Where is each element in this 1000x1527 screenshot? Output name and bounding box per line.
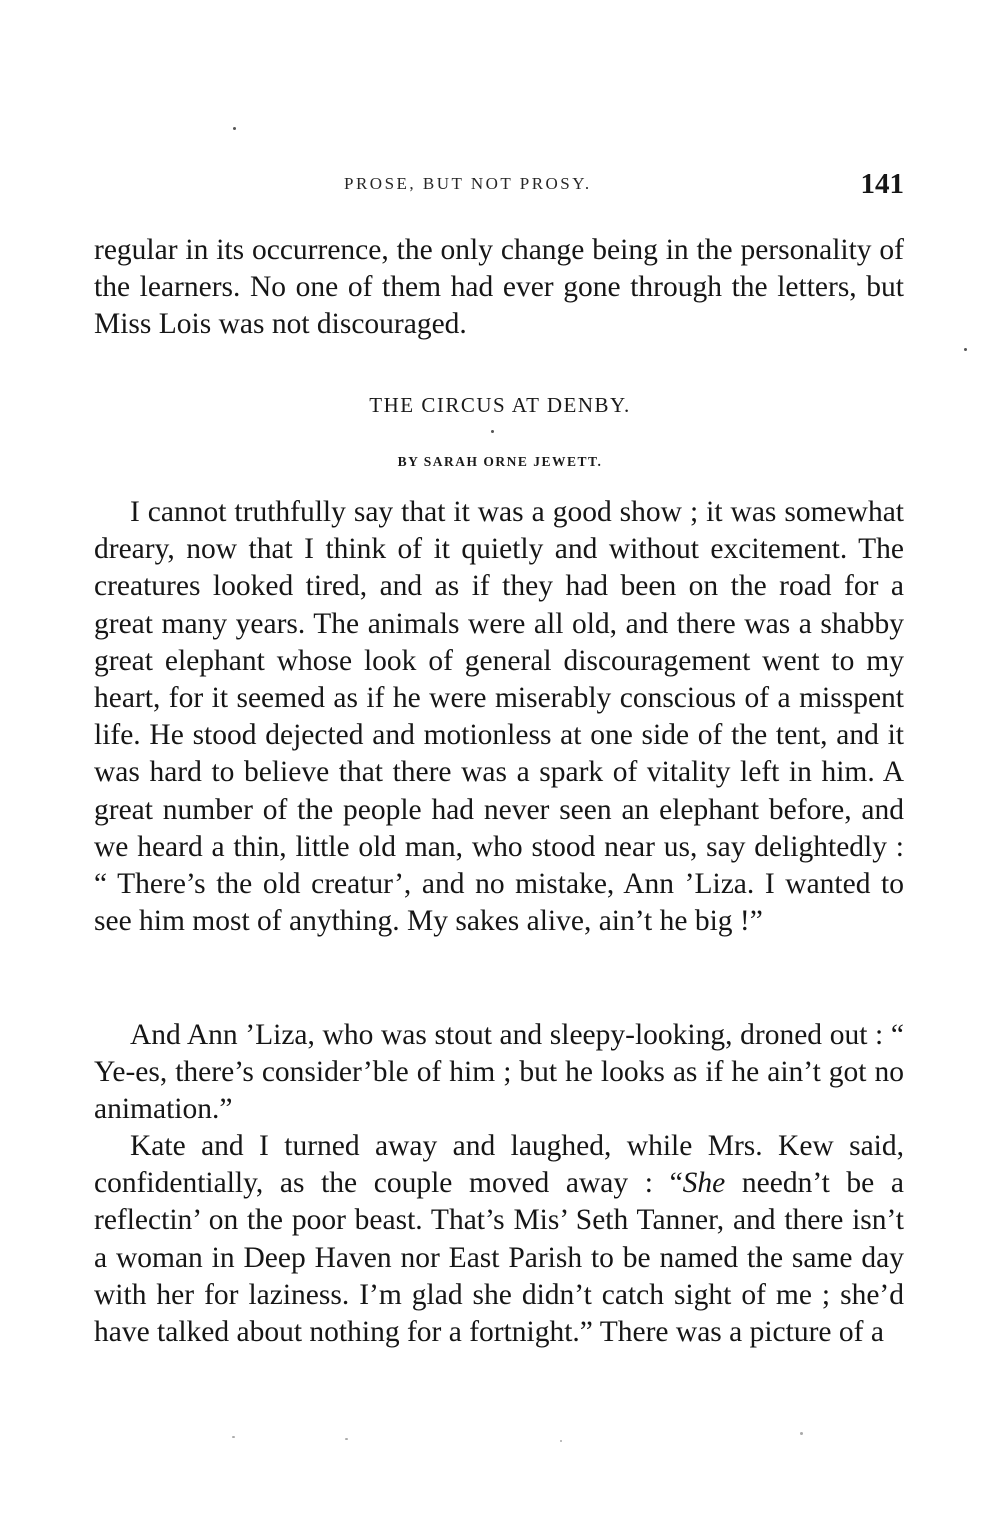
paragraph-mrs-kew-emphasis: She — [682, 1167, 726, 1200]
running-head — [92, 168, 904, 202]
scan-speck — [560, 1440, 562, 1442]
scan-speck — [345, 1438, 348, 1440]
paragraph-mrs-kew — [94, 1128, 904, 1351]
paragraph-circus-show: I cannot truthfully say that it was a good show ; it was somewhat dreary, now that I think of it quietly and without excitement. The creatures looked tired, and as if they had been on the road for a great many years. The animals were all old, and there was a shabby great elephant whose look of general discouragement went to my heart, for it seemed as if he were miserably conscious of a misspent life. He stood dejected and motionless at one side of the tent, and it was hard to believe that there was a spark of vitality left in him. A great number of the people had never seen an elephant before, and we heard a thin, little old man, who stood near us, say delightedly : “ There’s the old creatur’, and no mistake, Ann ’Liza. I wanted to see him most of anything. My sakes alive, ain’t he big !” — [94, 496, 904, 938]
paragraph-mrs-kew-start: Kate and I turned away and laughed, while Mrs. Kew said, confidentially, as the couple moved away : “ — [94, 1130, 904, 1200]
scan-speck — [233, 127, 236, 130]
section-title: THE CIRCUS AT DENBY. — [369, 393, 631, 417]
scan-speck — [800, 1432, 803, 1435]
page-number: 141 — [860, 168, 904, 200]
scan-speck — [232, 1436, 235, 1438]
scan-speck — [964, 348, 967, 351]
paragraph-mrs-kew-end: needn’t be a reflectin’ on the poor beast. That’s Mis’ Seth Tanner, and there isn’t a woman in Deep Haven nor East Parish to be named the same day with her for laziness. I’m glad she didn’t catch sight of me ; she’d have talked about nothing for a fortnight.” There was a picture of a — [94, 1167, 904, 1349]
paragraph-continued: regular in its occurrence, the only change being in the personality of the learners. No one of them had ever gone through the letters, but Miss Lois was not discouraged. — [94, 234, 904, 341]
running-title: PROSE, BUT NOT PROSY. — [344, 174, 592, 193]
paragraph-ann-liza: And Ann ’Liza, who was stout and sleepy-looking, droned out : “ Ye-es, there’s consider’ble of him ; but he looks as if he ain’t got no animation.” — [94, 1019, 904, 1126]
scan-speck — [491, 430, 494, 433]
author-byline: BY SARAH ORNE JEWETT. — [397, 454, 603, 469]
